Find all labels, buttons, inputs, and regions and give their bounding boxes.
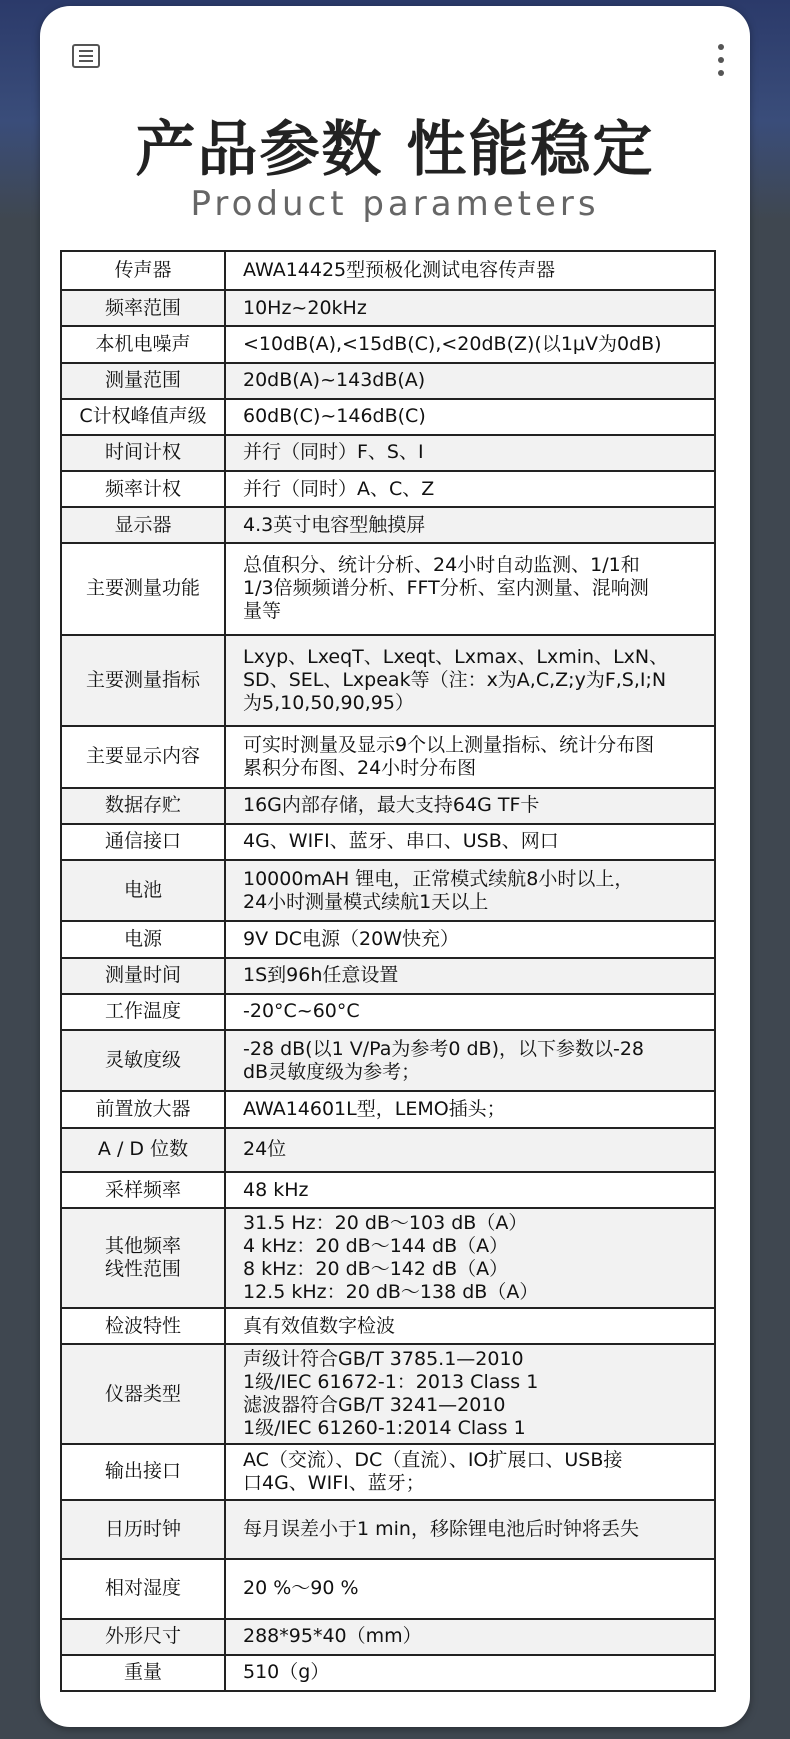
param-value-text: 10000mAH 锂电，正常模式续航8小时以上， 24小时测量模式续航1天以上 (243, 867, 634, 913)
param-value (225, 399, 715, 435)
table-row (61, 1030, 715, 1092)
param-value (225, 1444, 715, 1499)
table-row (61, 726, 715, 788)
param-value (225, 1619, 715, 1655)
param-value (225, 958, 715, 994)
table-row (61, 994, 715, 1030)
param-value-text: Lxyp、LxeqT、Lxeqt、Lxmax、Lxmin、LxN、 SD、SEL、Lxpeak等（注：x为A,C,Z;y为F,S,I;N 为5,10,50,90,95） (243, 645, 669, 714)
param-value (225, 363, 715, 399)
param-label-text: 采样频率 (104, 1178, 181, 1201)
table-row (61, 1619, 715, 1655)
table-row (61, 1172, 715, 1208)
param-value-text: -28 dB(以1 V/Pa为参考0 dB)，以下参数以-28 dB灵敏度级为参考； (243, 1037, 645, 1083)
param-value-text: 每月误差小于1 min，移除锂电池后时钟将丢失 (243, 1517, 639, 1540)
param-value-text: -20°C~60°C (243, 1000, 360, 1023)
table-row (61, 1444, 715, 1499)
param-value-text: 并行（同时）A、C、Z (243, 477, 435, 500)
table-row (61, 635, 715, 726)
table-row (61, 1091, 715, 1127)
param-value (225, 635, 715, 726)
param-value (225, 860, 715, 922)
table-row (61, 1500, 715, 1560)
table-row (61, 471, 715, 507)
param-value-text: 真有效值数字检波 (243, 1314, 396, 1337)
param-label-text: 传声器 (114, 259, 172, 282)
param-value-text: <10dB(A),<15dB(C),<20dB(Z)(以1μV为0dB) (243, 333, 662, 355)
table-row (61, 399, 715, 435)
param-label-text: 工作温度 (104, 1000, 181, 1023)
table-row (61, 824, 715, 860)
param-label (61, 860, 225, 922)
param-value (225, 1500, 715, 1560)
param-label-text: 电源 (123, 928, 162, 951)
param-label (61, 958, 225, 994)
param-value (225, 726, 715, 788)
param-value-text: 并行（同时）F、S、I (243, 441, 424, 464)
table-row (61, 958, 715, 994)
table-row (61, 921, 715, 957)
param-value-text: 24位 (243, 1138, 287, 1161)
param-label (61, 435, 225, 471)
param-label (61, 921, 225, 957)
param-value-text: 20 %～90 % (243, 1577, 359, 1600)
param-label-text: 输出接口 (104, 1460, 181, 1483)
param-value-text: 48 kHz (243, 1178, 309, 1201)
param-value (225, 543, 715, 634)
param-label-text: 前置放大器 (95, 1098, 191, 1121)
param-label (61, 1655, 225, 1691)
param-label (61, 326, 225, 362)
param-label-text: 相对湿度 (104, 1577, 181, 1600)
param-value-text: 9V DC电源（20W快充） (243, 928, 459, 951)
param-value (225, 251, 715, 290)
page-subtitle: Product parameters (190, 184, 600, 224)
param-label-text: 测量范围 (104, 369, 181, 392)
param-label-text: 数据存贮 (104, 794, 181, 817)
param-label-text: 重量 (123, 1661, 162, 1684)
content-card (40, 6, 750, 1727)
param-label (61, 635, 225, 726)
table-row (61, 1308, 715, 1344)
param-value (225, 1128, 715, 1173)
param-label-text: C计权峰值声级 (79, 405, 207, 428)
param-value (225, 1655, 715, 1691)
param-label (61, 251, 225, 290)
param-value (225, 471, 715, 507)
param-label (61, 1030, 225, 1092)
param-label-text: 频率计权 (104, 477, 181, 500)
param-value (225, 921, 715, 957)
param-value-text: 声级计符合GB/T 3785.1—2010 1级/IEC 61672-1：2013 Class 1 滤波器符合GB/T 3241—2010 1级/IEC 61260-1:2014 Class 1 (243, 1348, 539, 1440)
param-label (61, 507, 225, 543)
table-row (61, 435, 715, 471)
param-label-text: 主要显示内容 (85, 745, 200, 768)
param-value-text: AWA14601L型，LEMO插头； (243, 1098, 506, 1121)
param-value-text: 60dB(C)~146dB(C) (243, 405, 426, 428)
param-label (61, 1091, 225, 1127)
param-label (61, 1500, 225, 1560)
table-row (61, 251, 715, 290)
param-value-text: 20dB(A)~143dB(A) (243, 369, 426, 392)
param-value-text: 4.3英寸电容型触摸屏 (243, 513, 426, 536)
param-value-text: AWA14425型预极化测试电容传声器 (243, 259, 556, 282)
param-label-text: 频率范围 (104, 296, 181, 319)
param-label-text: 本机电噪声 (95, 333, 191, 355)
param-label-text: 主要测量功能 (85, 577, 200, 600)
param-value (225, 507, 715, 543)
param-label-text: 通信接口 (104, 830, 181, 853)
table-row (61, 1208, 715, 1308)
param-value (225, 290, 715, 326)
table-row (61, 507, 715, 543)
param-value-text: 16G内部存储，最大支持64G TF卡 (243, 794, 540, 817)
param-value-text: 1S到96h任意设置 (243, 964, 399, 987)
param-value (225, 435, 715, 471)
table-row (61, 860, 715, 922)
table-row (61, 1344, 715, 1444)
param-label-text: 外形尺寸 (104, 1625, 181, 1648)
param-label-text: 其他频率 线性范围 (104, 1235, 181, 1281)
param-label (61, 1619, 225, 1655)
param-label (61, 290, 225, 326)
param-value-text: 510（g） (243, 1661, 330, 1684)
param-value-text: 31.5 Hz：20 dB～103 dB（A） 4 kHz：20 dB～144 dB（A） 8 kHz：20 dB～142 dB（A） 12.5 kHz：20 dB～138 dB（A） (243, 1212, 539, 1304)
param-label-text: 主要测量指标 (85, 668, 200, 691)
param-label-text: 日历时钟 (104, 1517, 181, 1540)
table-row (61, 1559, 715, 1619)
table-row (61, 290, 715, 326)
param-value (225, 1172, 715, 1208)
param-value (225, 1030, 715, 1092)
param-label (61, 1172, 225, 1208)
param-value-text: 10Hz~20kHz (243, 296, 367, 319)
param-label (61, 1208, 225, 1308)
param-label (61, 1308, 225, 1344)
param-label (61, 399, 225, 435)
table-row (61, 543, 715, 634)
param-label (61, 788, 225, 824)
param-label (61, 1344, 225, 1444)
param-value-text: 4G、WIFI、蓝牙、串口、USB、网口 (243, 830, 559, 853)
table-row (61, 788, 715, 824)
param-value (225, 788, 715, 824)
param-label (61, 726, 225, 788)
param-value-text: 288*95*40（mm） (243, 1625, 422, 1648)
table-row (61, 326, 715, 362)
param-value (225, 994, 715, 1030)
param-label-text: 检波特性 (104, 1314, 181, 1337)
param-label (61, 994, 225, 1030)
param-label (61, 1128, 225, 1173)
param-label (61, 543, 225, 634)
table-row (61, 363, 715, 399)
param-value (225, 1091, 715, 1127)
param-value (225, 1208, 715, 1308)
param-label-text: A / D 位数 (97, 1138, 189, 1161)
param-label (61, 1559, 225, 1619)
param-value-text: AC（交流）、DC（直流）、IO扩展口、USB接 口4G、WIFI、蓝牙； (243, 1448, 623, 1494)
param-label-text: 仪器类型 (104, 1382, 181, 1405)
param-label-text: 测量时间 (104, 964, 181, 987)
more-vertical-icon[interactable] (716, 44, 726, 78)
param-label-text: 灵敏度级 (104, 1049, 181, 1072)
param-label (61, 824, 225, 860)
param-value (225, 326, 715, 362)
param-label (61, 363, 225, 399)
table-row (61, 1655, 715, 1691)
param-value (225, 1344, 715, 1444)
param-value (225, 1308, 715, 1344)
param-label (61, 1444, 225, 1499)
param-label-text: 电池 (123, 879, 162, 902)
param-label-text: 显示器 (114, 513, 172, 536)
param-label (61, 471, 225, 507)
param-label-text: 时间计权 (104, 441, 181, 464)
parameter-table (60, 250, 716, 1692)
table-row (61, 1128, 715, 1173)
param-value-text: 可实时测量及显示9个以上测量指标、统计分布图 累积分布图、24小时分布图 (243, 733, 655, 779)
page-title: 产品参数 性能稳定 (135, 115, 655, 185)
param-value (225, 1559, 715, 1619)
param-value-text: 总值积分、统计分析、24小时自动监测、1/1和 1/3倍频频谱分析、FFT分析、室内测量、混响测 量等 (243, 554, 649, 623)
param-value (225, 824, 715, 860)
menu-icon[interactable] (72, 44, 100, 68)
